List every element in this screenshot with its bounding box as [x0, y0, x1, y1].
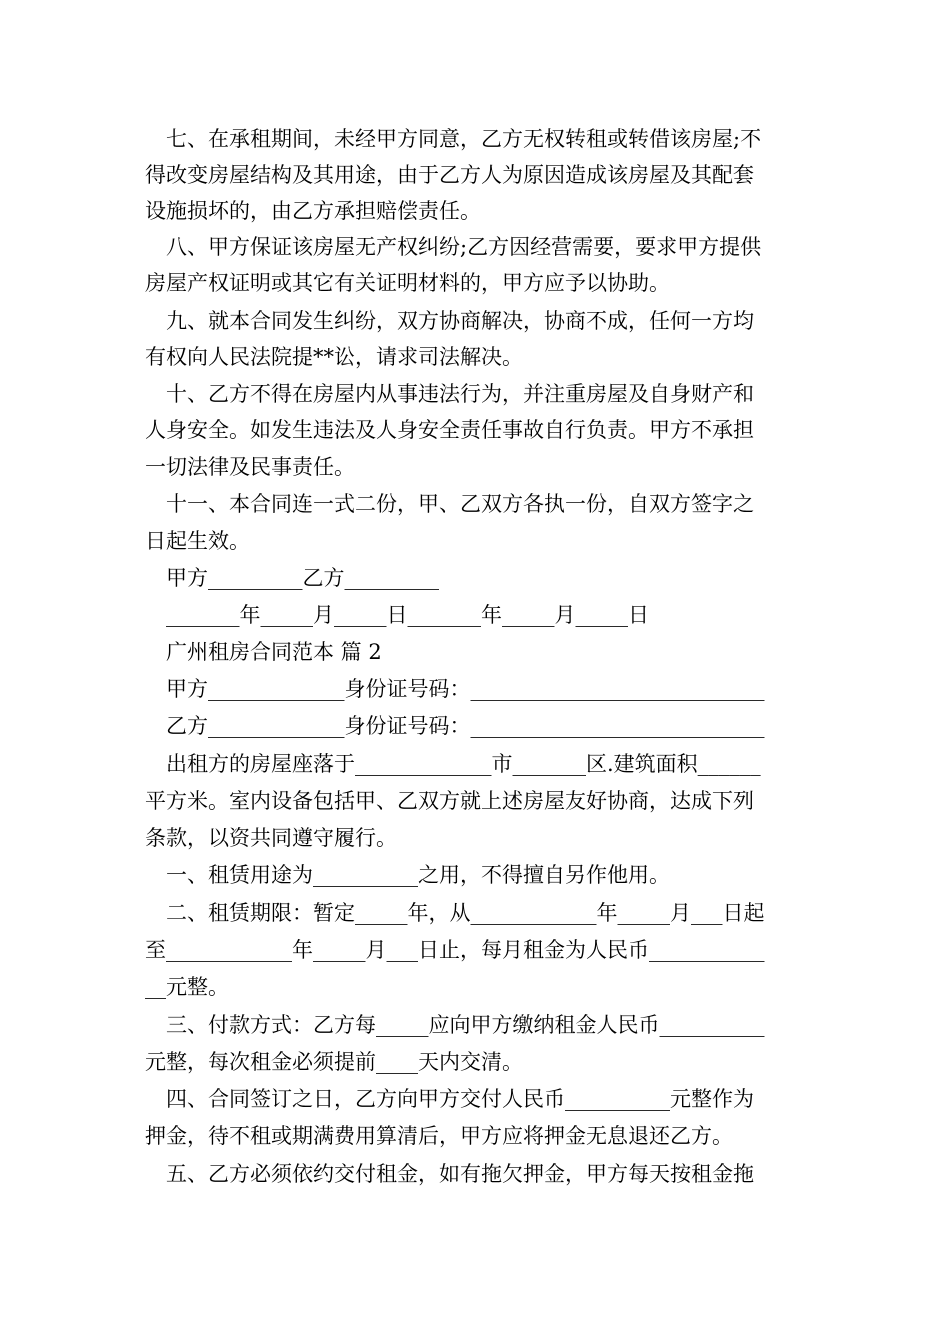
- text-line: 日起生效。: [145, 529, 250, 553]
- text-line: 三、付款方式：乙方每_____应向甲方缴纳租金人民币__________: [166, 1013, 765, 1037]
- text-line: 至____________年_____月___日止，每月租金为人民币___________: [145, 938, 765, 962]
- text-line: 七、在承租期间，未经甲方同意，乙方无权转租或转借该房屋;不: [166, 127, 762, 151]
- signature-parties-line: 甲方_________乙方_________: [166, 566, 439, 590]
- text-line: 四、合同签订之日，乙方向甲方交付人民币__________元整作为: [166, 1087, 754, 1111]
- text-line: 押金，待不租或期满费用算清后，甲方应将押金无息退还乙方。: [145, 1124, 733, 1148]
- text-line: 得改变房屋结构及其用途，由于乙方人为原因造成该房屋及其配套: [145, 163, 754, 187]
- text-line: __元整。: [145, 975, 229, 999]
- text-line: 有权向人民法院提**讼，请求司法解决。: [145, 345, 523, 369]
- text-line: 出租方的房屋座落于_____________市_______区.建筑面积______: [166, 752, 761, 776]
- section-title: 广州租房合同范本 篇 2: [166, 640, 382, 664]
- text-line: 十、乙方不得在房屋内从事违法行为，并注重房屋及自身财产和: [166, 382, 754, 406]
- text-line: 九、就本合同发生纠纷，双方协商解决，协商不成，任何一方均: [166, 309, 754, 333]
- signature-date-line: _______年_____月_____日_______年_____月_____日: [166, 603, 649, 627]
- text-line: 房屋产权证明或其它有关证明材料的，甲方应予以协助。: [145, 271, 670, 295]
- party-b-id-line: 乙方_____________身份证号码：____________________________: [166, 714, 765, 738]
- text-line: 一、租赁用途为__________之用，不得擅自另作他用。: [166, 863, 670, 887]
- text-line: 元整，每次租金必须提前____天内交清。: [145, 1050, 523, 1074]
- text-line: 一切法律及民事责任。: [145, 455, 355, 479]
- text-line: 人身安全。如发生违法及人身安全责任事故自行负责。甲方不承担: [145, 418, 754, 442]
- text-line: 八、甲方保证该房屋无产权纠纷;乙方因经营需要，要求甲方提供: [166, 235, 762, 259]
- text-line: 设施损坏的，由乙方承担赔偿责任。: [145, 199, 481, 223]
- party-a-id-line: 甲方_____________身份证号码：____________________________: [166, 677, 765, 701]
- text-line: 二、租赁期限：暂定_____年，从____________年_____月___日起: [166, 901, 765, 925]
- text-line: 十一、本合同连一式二份，甲、乙双方各执一份，自双方签字之: [166, 492, 754, 516]
- text-line: 五、乙方必须依约交付租金，如有拖欠押金，甲方每天按租金拖: [166, 1162, 754, 1186]
- text-line: 平方米。室内设备包括甲、乙双方就上述房屋友好协商，达成下列: [145, 789, 754, 813]
- text-line: 条款，以资共同遵守履行。: [145, 826, 397, 850]
